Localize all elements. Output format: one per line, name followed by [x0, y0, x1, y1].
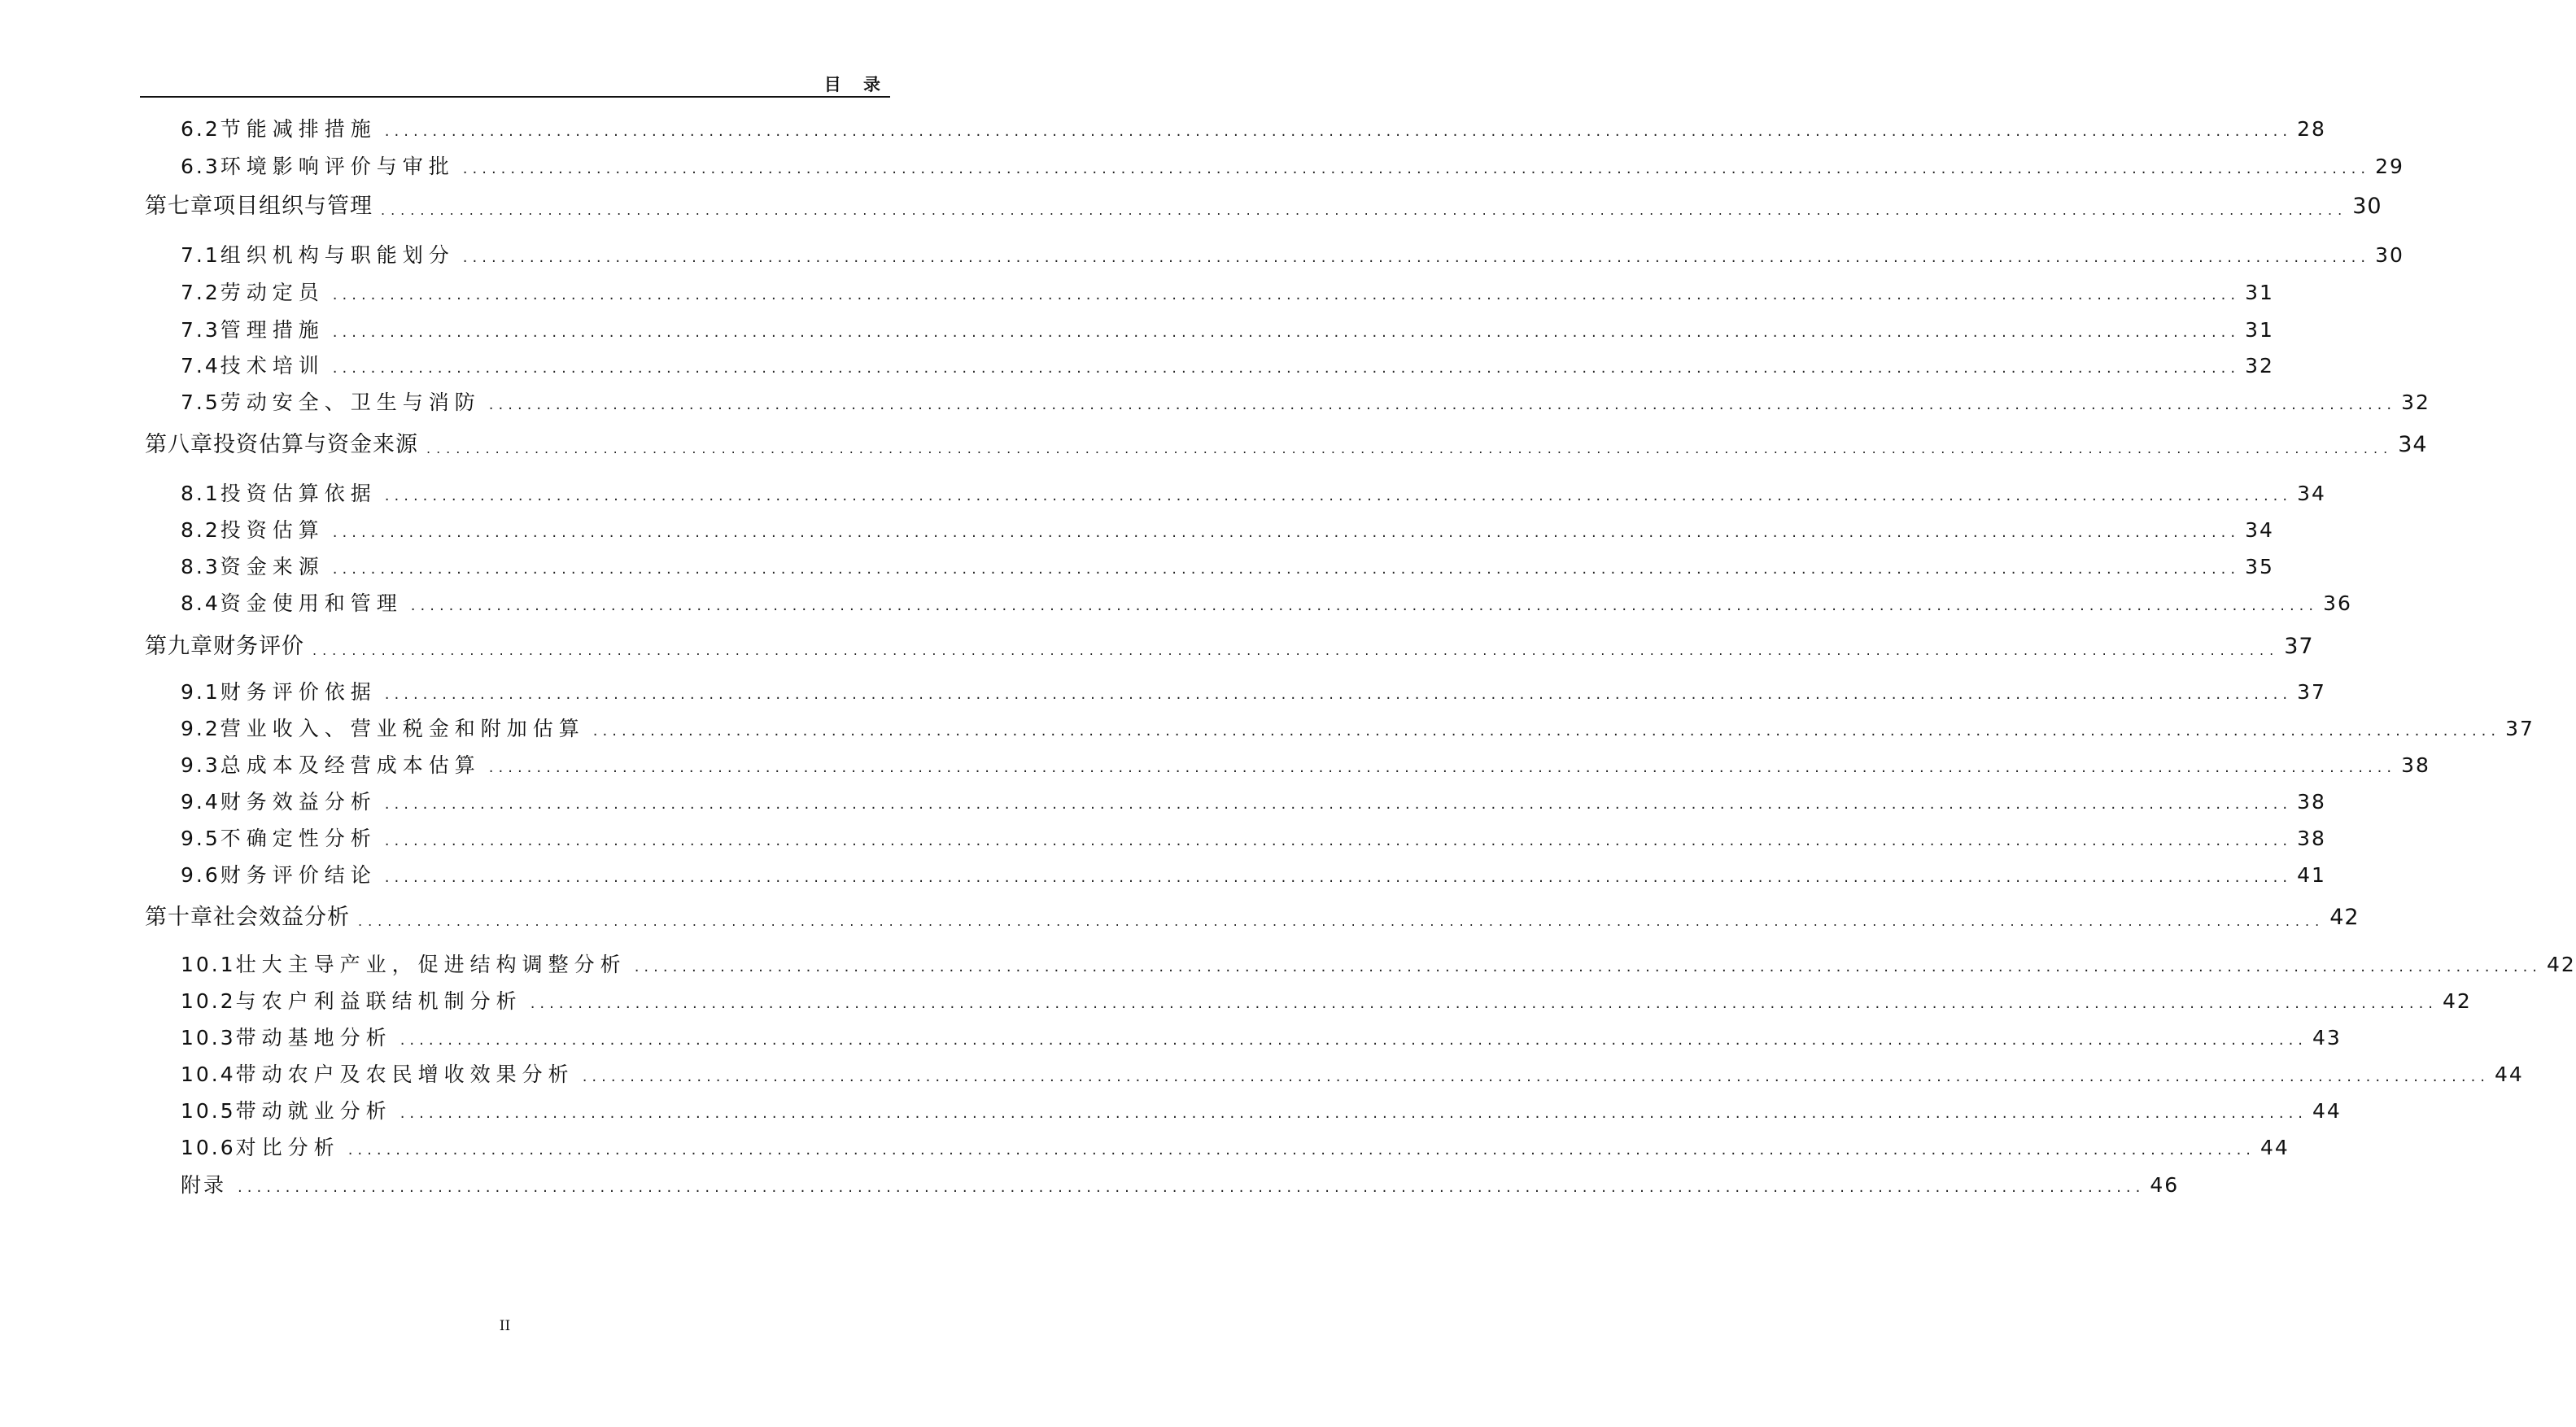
- page-number: II: [499, 1318, 511, 1334]
- dot-leader: ........................................................................................................................................................................................................: [332, 561, 2241, 578]
- dot-leader: ........................................................................................................................................................................................................: [462, 249, 2371, 266]
- toc-entry-number: 第九章: [145, 634, 213, 659]
- toc-entry-page-number: 34: [2245, 518, 2274, 542]
- toc-entry-page-number: 32: [2245, 354, 2274, 377]
- dot-leader: ........................................................................................................................................................................................................: [488, 759, 2397, 776]
- toc-section-entry[interactable]: [0, 1173, 2180, 1197]
- dot-leader: ........................................................................................................................................................................................................: [384, 123, 2293, 140]
- toc-entry-title: 总成本及经营成本估算: [220, 753, 481, 777]
- toc-entry-number: 8.2: [181, 518, 220, 542]
- toc-entry-title: 录: [203, 1173, 230, 1197]
- toc-section-entry[interactable]: [0, 117, 2326, 141]
- toc-entry-number: 9.2: [181, 717, 220, 740]
- toc-section-entry[interactable]: [0, 827, 2326, 850]
- toc-section-entry[interactable]: [0, 555, 2274, 578]
- dot-leader: ........................................................................................................................................................................................................: [332, 524, 2241, 541]
- toc-entry-page-number: 34: [2398, 432, 2428, 457]
- toc-section-entry[interactable]: [0, 318, 2274, 342]
- toc-section-entry[interactable]: [0, 155, 2404, 178]
- toc-entry-title: 社会效益分析: [213, 905, 350, 930]
- dot-leader: ........................................................................................................................................................................................................: [592, 722, 2501, 740]
- toc-entry-number: 7.5: [181, 391, 220, 414]
- dot-leader: ........................................................................................................................................................................................................: [384, 869, 2293, 886]
- toc-chapter-entry[interactable]: [0, 905, 2360, 930]
- dot-leader: ........................................................................................................................................................................................................: [238, 1179, 2146, 1196]
- toc-entry-title: 管理措施: [220, 318, 325, 342]
- dot-leader: ........................................................................................................................................................................................................: [381, 203, 2348, 218]
- toc-section-entry[interactable]: [0, 591, 2352, 615]
- toc-entry-number: 7.4: [181, 354, 220, 377]
- toc-entry-number: 第七章: [145, 194, 213, 219]
- dot-leader: ........................................................................................................................................................................................................: [384, 832, 2293, 849]
- toc-section-entry[interactable]: [0, 482, 2326, 505]
- toc-entry-page-number: 31: [2245, 318, 2274, 342]
- toc-entry-number: 10.2: [181, 989, 236, 1013]
- toc-entry-title: 带动农户及农民增收效果分析: [235, 1063, 574, 1086]
- toc-entry-title: 营业收入、营业税金和附加估算: [220, 717, 585, 740]
- dot-leader: ........................................................................................................................................................................................................: [332, 360, 2241, 377]
- toc-entry-page-number: 42: [2547, 953, 2576, 976]
- toc-entry-title: 财务评价结论: [220, 863, 377, 887]
- toc-entry-title: 带动就业分析: [235, 1099, 392, 1123]
- toc-entry-page-number: 38: [2401, 753, 2430, 777]
- toc-entry-title: 环境影响评价与审批: [220, 155, 455, 178]
- toc-chapter-entry[interactable]: [0, 634, 2314, 659]
- toc-entry-number: 6.2: [181, 117, 220, 141]
- dot-leader: ........................................................................................................................................................................................................: [634, 958, 2543, 975]
- dot-leader: ........................................................................................................................................................................................................: [488, 396, 2397, 413]
- toc-entry-title: 财务效益分析: [220, 790, 377, 814]
- toc-section-entry[interactable]: [0, 243, 2404, 267]
- dot-leader: ........................................................................................................................................................................................................: [332, 286, 2241, 303]
- toc-entry-number: 9.4: [181, 790, 220, 814]
- toc-section-entry[interactable]: [0, 863, 2326, 887]
- dot-leader: ........................................................................................................................................................................................................: [462, 160, 2371, 177]
- toc-entry-page-number: 34: [2297, 482, 2326, 505]
- toc-entry-title: 与农户利益联结机制分析: [235, 989, 522, 1013]
- toc-entry-number: 第十章: [145, 905, 213, 930]
- toc-entry-page-number: 30: [2375, 243, 2404, 267]
- toc-entry-page-number: 46: [2150, 1173, 2180, 1197]
- toc-entry-title: 技术培训: [220, 354, 325, 377]
- toc-entry-title: 财务评价: [213, 634, 304, 659]
- toc-entry-page-number: 37: [2297, 680, 2326, 704]
- toc-entry-page-number: 38: [2297, 827, 2326, 850]
- toc-entry-page-number: 41: [2297, 863, 2326, 887]
- dot-leader: ........................................................................................................................................................................................................: [426, 441, 2394, 456]
- toc-entry-number: 8.4: [181, 591, 220, 615]
- toc-entry-page-number: 42: [2329, 905, 2360, 930]
- toc-section-entry[interactable]: [0, 1136, 2290, 1159]
- toc-section-entry[interactable]: [0, 1026, 2342, 1050]
- toc-entry-number: 10.3: [181, 1026, 236, 1050]
- toc-entry-page-number: 44: [2312, 1099, 2342, 1123]
- dot-leader: ........................................................................................................................................................................................................: [384, 796, 2293, 813]
- toc-entry-number: 6.3: [181, 155, 220, 178]
- dot-leader: ........................................................................................................................................................................................................: [399, 1105, 2308, 1122]
- toc-entry-title: 对比分析: [235, 1136, 340, 1159]
- toc-section-entry[interactable]: [0, 680, 2326, 704]
- toc-entry-number: 7.2: [181, 281, 220, 304]
- toc-section-entry[interactable]: [0, 281, 2274, 304]
- toc-entry-title: 投资估算与资金来源: [213, 432, 418, 457]
- dot-leader: ........................................................................................................................................................................................................: [582, 1068, 2491, 1085]
- toc-entry-title: 组织机构与职能划分: [220, 243, 455, 267]
- toc-entry-title: 节能减排措施: [220, 117, 377, 141]
- toc-entry-page-number: 42: [2443, 989, 2472, 1013]
- toc-section-entry[interactable]: [0, 790, 2326, 814]
- dot-leader: ........................................................................................................................................................................................................: [384, 487, 2293, 504]
- dot-leader: ........................................................................................................................................................................................................: [347, 1141, 2256, 1159]
- dot-leader: ........................................................................................................................................................................................................: [399, 1032, 2308, 1049]
- toc-entry-page-number: 36: [2323, 591, 2352, 615]
- toc-entry-number: 10.1: [181, 953, 236, 976]
- toc-entry-title: 不确定性分析: [220, 827, 377, 850]
- toc-entry-number: 9.3: [181, 753, 220, 777]
- toc-section-entry[interactable]: [0, 717, 2535, 740]
- toc-entry-title: 壮大主导产业，促进结构调整分析: [235, 953, 627, 976]
- toc-entry-title: 劳动安全、卫生与消防: [220, 391, 481, 414]
- toc-entry-page-number: 30: [2352, 194, 2382, 219]
- toc-entry-number: 10.5: [181, 1099, 236, 1123]
- toc-entry-title: 资金使用和管理: [220, 591, 403, 615]
- toc-section-entry[interactable]: [0, 989, 2472, 1013]
- toc-entry-title: 财务评价依据: [220, 680, 377, 704]
- toc-entry-number: 9.1: [181, 680, 220, 704]
- toc-entry-page-number: 44: [2495, 1063, 2524, 1086]
- toc-entry-page-number: 32: [2401, 391, 2430, 414]
- toc-entry-number: 10.6: [181, 1136, 236, 1159]
- dot-leader: ........................................................................................................................................................................................................: [384, 686, 2293, 703]
- dot-leader: ........................................................................................................................................................................................................: [530, 995, 2438, 1012]
- toc-entry-title: 资金来源: [220, 555, 325, 578]
- toc-entry-page-number: 29: [2375, 155, 2404, 178]
- toc-entry-page-number: 37: [2284, 634, 2314, 659]
- toc-entry-number: 7.1: [181, 243, 220, 267]
- toc-section-entry[interactable]: [0, 518, 2274, 542]
- dot-leader: ........................................................................................................................................................................................................: [332, 324, 2241, 341]
- toc-entry-number: 7.3: [181, 318, 220, 342]
- toc-section-entry[interactable]: [0, 1063, 2524, 1086]
- toc-section-entry[interactable]: [0, 391, 2430, 414]
- dot-leader: ........................................................................................................................................................................................................: [312, 643, 2280, 658]
- toc-entry-number: 9.5: [181, 827, 220, 850]
- toc-entry-number: 8.1: [181, 482, 220, 505]
- toc-entry-title: 带动基地分析: [235, 1026, 392, 1050]
- toc-entry-number: 10.4: [181, 1063, 236, 1086]
- toc-section-entry[interactable]: [0, 953, 2576, 976]
- toc-entry-title: 劳动定员: [220, 281, 325, 304]
- dot-leader: ........................................................................................................................................................................................................: [410, 597, 2319, 614]
- toc-section-entry[interactable]: [0, 753, 2430, 777]
- toc-chapter-entry[interactable]: [0, 432, 2428, 457]
- toc-entry-number: 附: [181, 1173, 204, 1197]
- toc-entry-page-number: 37: [2505, 717, 2535, 740]
- toc-entry-page-number: 38: [2297, 790, 2326, 814]
- toc-entry-title: 项目组织与管理: [213, 194, 373, 219]
- toc-entry-title: 投资估算: [220, 518, 325, 542]
- toc-chapter-entry[interactable]: [0, 194, 2382, 219]
- toc-entry-page-number: 28: [2297, 117, 2326, 141]
- page-header-title: 目 录: [823, 75, 889, 94]
- toc-entry-title: 投资估算依据: [220, 482, 377, 505]
- toc-entry-page-number: 44: [2260, 1136, 2290, 1159]
- toc-entry-number: 第八章: [145, 432, 213, 457]
- toc-entry-number: 8.3: [181, 555, 220, 578]
- toc-section-entry[interactable]: [0, 354, 2274, 377]
- toc-section-entry[interactable]: [0, 1099, 2342, 1123]
- toc-entry-page-number: 35: [2245, 555, 2274, 578]
- dot-leader: ........................................................................................................................................................................................................: [358, 914, 2325, 929]
- toc-entry-number: 9.6: [181, 863, 220, 887]
- toc-entry-page-number: 31: [2245, 281, 2274, 304]
- toc-entry-page-number: 43: [2312, 1026, 2342, 1050]
